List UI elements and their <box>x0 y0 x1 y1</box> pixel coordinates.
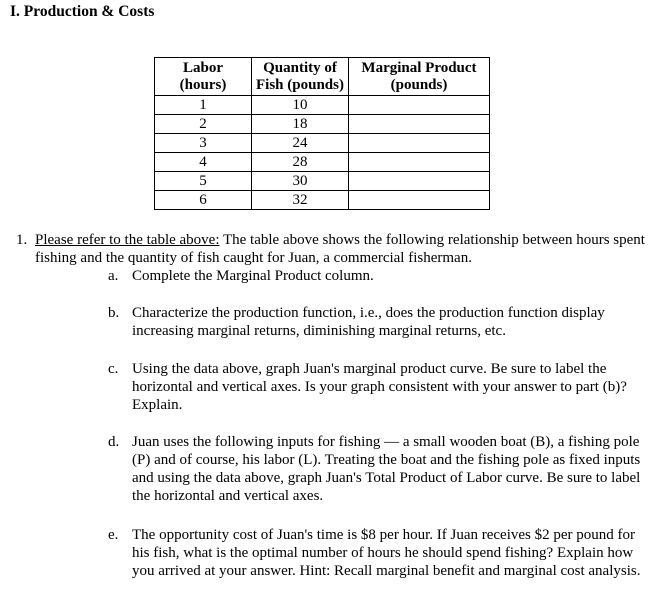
part-text: The opportunity cost of Juan's time is $8 per hour. If Juan receives $2 per pound for his fish, what is the optimal number of hours he should spend fishing? Explain how you arrived at your answer. Hint: Recall marginal benefit and marginal cost analysis. <box>132 527 641 579</box>
section-heading: I. Production & Costs <box>10 3 155 20</box>
cell-labor: 3 <box>155 134 252 153</box>
table-row <box>155 96 490 115</box>
cell-fish: 10 <box>252 96 349 115</box>
table-row <box>155 134 490 153</box>
cell-labor: 1 <box>155 96 252 115</box>
header-marginal-product: Marginal Product (pounds) <box>349 58 490 96</box>
table-header-row <box>155 58 490 96</box>
cell-mp <box>349 96 490 115</box>
question-body: The table above shows the following relationship between hours spent fishing and the quantity of fish caught for Juan, a commercial fisherman. <box>35 232 645 266</box>
cell-fish: 28 <box>252 153 349 172</box>
header-labor: Labor (hours) <box>155 58 252 96</box>
table-row <box>155 191 490 210</box>
cell-fish: 24 <box>252 134 349 153</box>
part-letter: e. <box>108 527 119 543</box>
header-quantity: Quantity of Fish (pounds) <box>252 58 349 96</box>
cell-mp <box>349 172 490 191</box>
question-reference: Please refer to the table above: <box>35 232 220 248</box>
part-d <box>108 433 653 505</box>
cell-labor: 6 <box>155 191 252 210</box>
part-text: Characterize the production function, i.e., does the production function display increasing marginal returns, diminishing marginal returns, etc. <box>132 305 605 339</box>
question-text <box>35 231 656 267</box>
cell-mp <box>349 115 490 134</box>
part-text: Using the data above, graph Juan's marginal product curve. Be sure to label the horizontal and vertical axes. Is your graph consistent with your answer to part (b)? Explain. <box>132 361 627 413</box>
table-row <box>155 172 490 191</box>
production-table <box>154 57 490 210</box>
cell-fish: 30 <box>252 172 349 191</box>
table-row <box>155 115 490 134</box>
part-letter: b. <box>108 305 120 321</box>
part-text: Complete the Marginal Product column. <box>132 268 374 284</box>
cell-mp <box>349 134 490 153</box>
cell-labor: 5 <box>155 172 252 191</box>
part-c <box>108 360 653 414</box>
part-e <box>108 526 653 580</box>
part-letter: c. <box>108 361 119 377</box>
question-number: 1. <box>16 232 28 248</box>
part-letter: d. <box>108 434 120 450</box>
part-b <box>108 304 653 340</box>
part-letter: a. <box>108 268 119 284</box>
cell-labor: 4 <box>155 153 252 172</box>
part-text: Juan uses the following inputs for fishing — a small wooden boat (B), a fishing pole (P) and of course, his labor (L). Treating the boat and the fishing pole as fixed inputs and using the data above, graph Juan's Total Product of Labor curve. Be sure to label the horizontal and vertical axes. <box>132 434 641 504</box>
question-1 <box>16 231 656 267</box>
table-row <box>155 153 490 172</box>
cell-mp <box>349 153 490 172</box>
cell-fish: 32 <box>252 191 349 210</box>
part-a <box>108 267 653 285</box>
cell-labor: 2 <box>155 115 252 134</box>
cell-fish: 18 <box>252 115 349 134</box>
cell-mp <box>349 191 490 210</box>
